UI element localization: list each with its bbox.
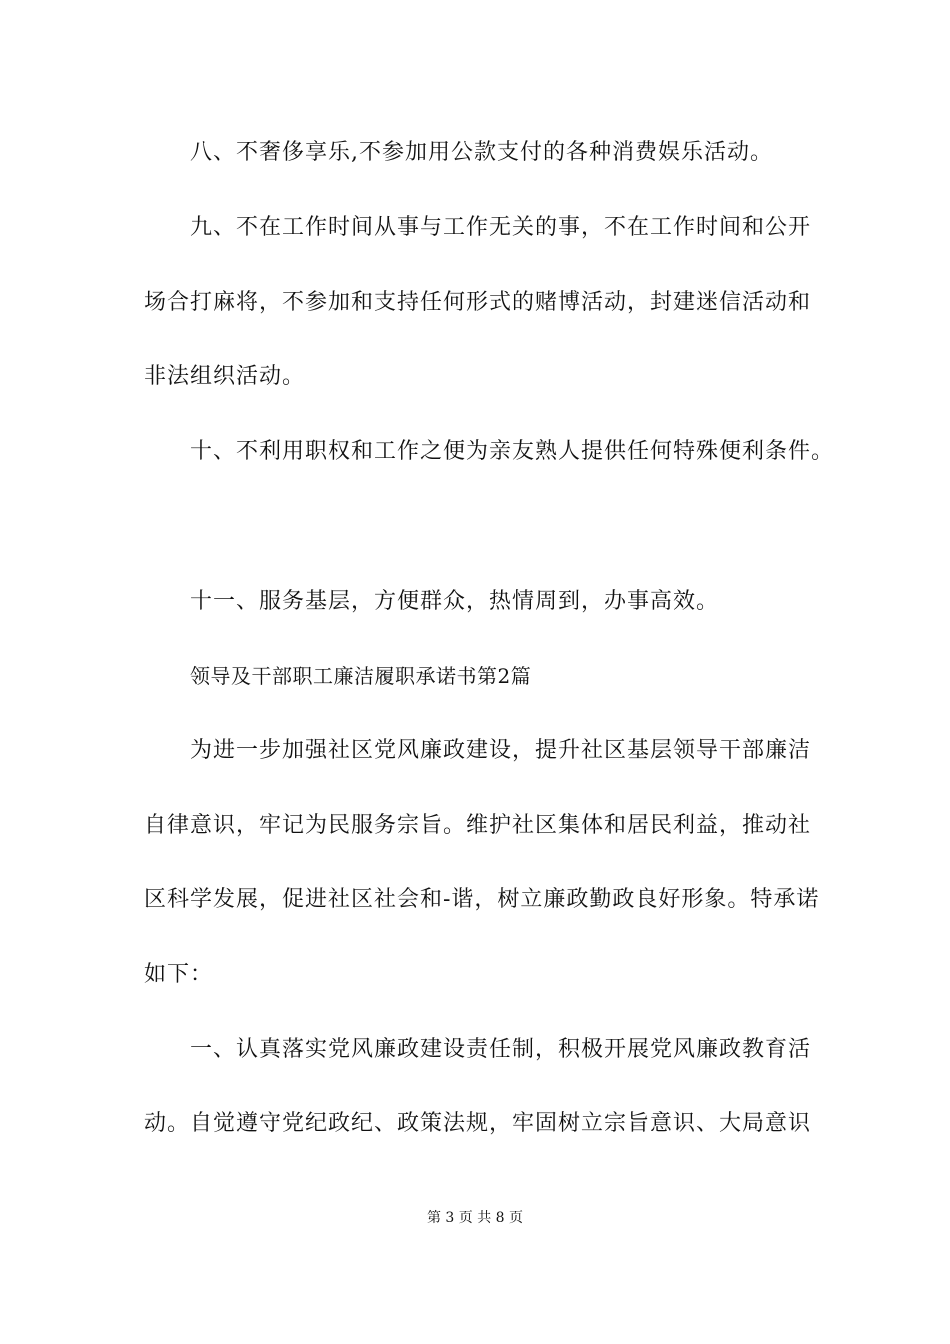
paragraph-line-4: 非法组织活动。 [144,364,306,389]
paragraph-line-9: 区科学发展，促进社区社会和-谐，树立廉政勤政良好形象。特承诺 [144,887,820,912]
paragraph-line-7: 为进一步加强社区党风廉政建设，提升社区基层领导干部廉洁 [190,738,812,763]
paragraph-line-3: 场合打麻将，不参加和支持任何形式的赌博活动，封建迷信活动和 [144,290,812,315]
page-number-footer: 第 3 页 共 8 页 [426,1210,524,1226]
paragraph-line-2: 九、不在工作时间从事与工作无关的事，不在工作时间和公开 [190,215,812,240]
section-heading: 领导及干部职工廉洁履职承诺书第2篇 [190,664,532,688]
paragraph-line-6: 十一、服务基层，方便群众，热情周到，办事高效。 [190,589,720,614]
paragraph-line-10: 如下： [144,962,214,987]
paragraph-line-1: 八、不奢侈享乐,不参加用公款支付的各种消费娱乐活动。 [190,140,773,165]
paragraph-line-12: 动。自觉遵守党纪政纪、政策法规，牢固树立宗旨意识、大局意识 [144,1111,812,1136]
paragraph-line-11: 一、认真落实党风廉政建设责任制，积极开展党风廉政教育活 [190,1037,812,1062]
paragraph-line-5: 十、不利用职权和工作之便为亲友熟人提供任何特殊便利条件。 [190,439,835,464]
paragraph-line-8: 自律意识，牢记为民服务宗旨。维护社区集体和居民利益，推动社 [144,813,812,838]
